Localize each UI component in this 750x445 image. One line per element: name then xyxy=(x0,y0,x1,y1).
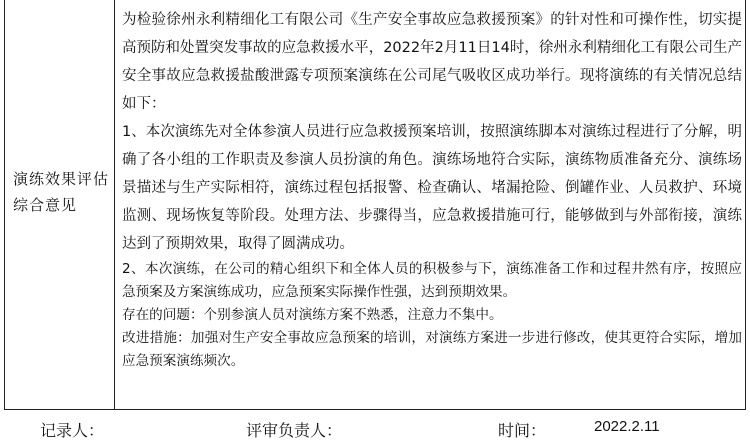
reviewer-label: 评审负责人： xyxy=(246,421,343,440)
content-cell xyxy=(115,0,745,409)
time-label: 时间： xyxy=(498,421,547,440)
evaluation-table xyxy=(4,0,746,410)
evaluation-content xyxy=(122,6,742,373)
improvements-paragraph: 改进措施：加强对生产安全事故应急预案的培训，对演练方案进一步进行修改，使其更符合实际，增加应急预案演练频次。 xyxy=(122,330,742,369)
recorder-label: 记录人： xyxy=(40,421,105,440)
problems-paragraph: 存在的问题：个别参演人员对演练方案不熟悉，注意力不集中。 xyxy=(122,307,503,323)
point-2-paragraph: 2、本次演练，在公司的精心组织下和全体人员的积极参与下，演练准备工作和过程井然有序，按照应急预案及方案演练成功，应急预案实际操作性强，达到预期效果。 xyxy=(122,261,742,300)
point-1-paragraph: 1、本次演练先对全体参演人员进行应急救援预案培训，按照演练脚本对演练过程进行了分解，明确了各小组的工作职责及参演人员扮演的角色。演练场地符合实际，演练物质准备充分、演练场景描述与生产实际相符，演练过程包括报警、检查确认、堵漏抢险、倒罐作业、人员救护、环境监测、现场恢复等阶段。处理方法、步骤得当，应急救援措施可行，能够做到与外部衔接，演练达到了预期效果，取得了圆满成功。 xyxy=(122,124,742,252)
signature-footer xyxy=(0,410,750,445)
row-label-cell xyxy=(5,0,115,409)
time-value: 2022.2.11 xyxy=(594,418,660,435)
row-label: 演练效果评估综合意见 xyxy=(13,170,110,214)
intro-paragraph: 为检验徐州永利精细化工有限公司《生产安全事故应急救援预案》的针对性和可操作性，切实提高预防和处置突发事故的应急救援水平，2022年2月11日14时，徐州永利精细化工有限公司生产安全事故应急救援盐酸泄露专项预案演练在公司尾气吸收区成功举行。现将演练的有关情况总结如下： xyxy=(122,12,742,112)
